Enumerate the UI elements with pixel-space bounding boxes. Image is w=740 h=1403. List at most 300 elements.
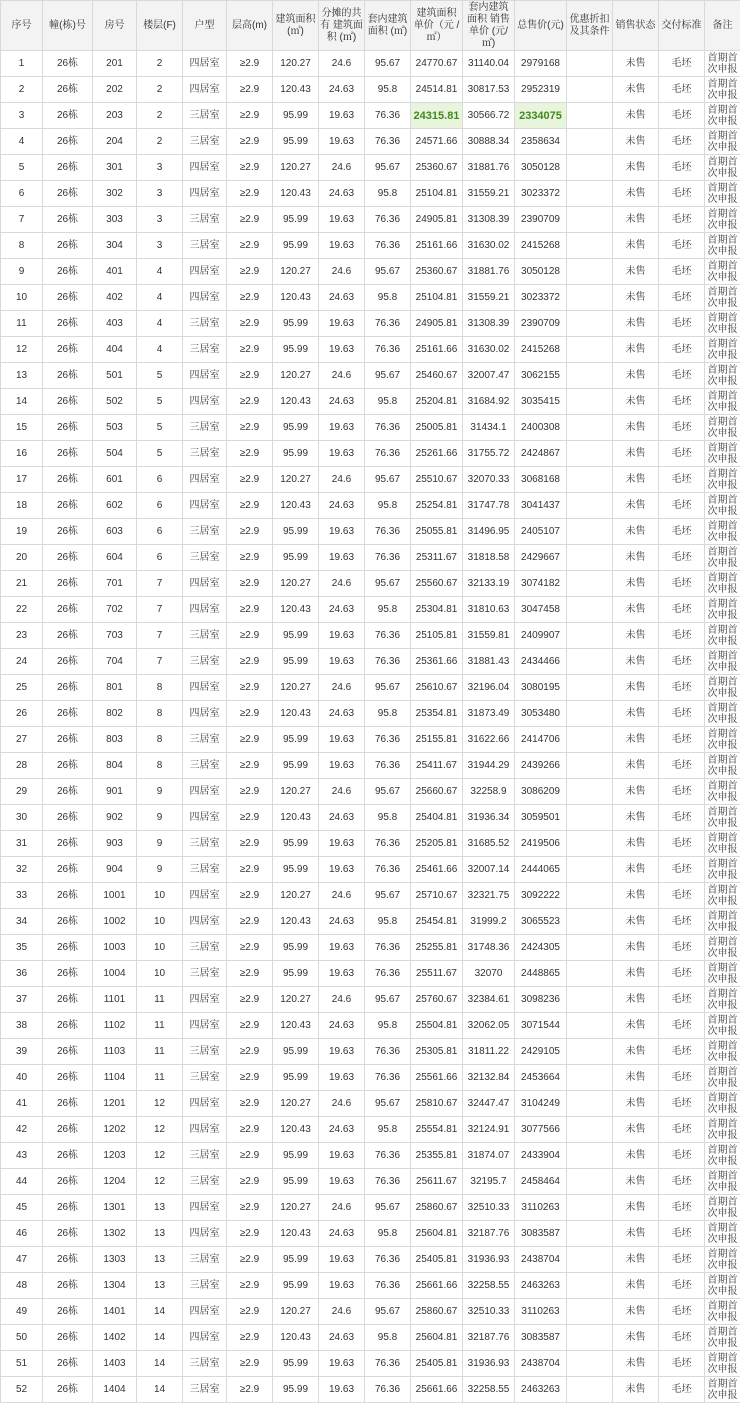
cell-unit-price: 25604.81 bbox=[411, 1221, 463, 1247]
cell-building: 26栋 bbox=[43, 727, 93, 753]
cell-delivery: 毛坯 bbox=[659, 831, 705, 857]
cell-unit-price: 25405.81 bbox=[411, 1247, 463, 1273]
cell-height: ≥2.9 bbox=[227, 129, 273, 155]
cell-seq: 16 bbox=[1, 441, 43, 467]
cell-floor: 7 bbox=[137, 649, 183, 675]
cell-delivery: 毛坯 bbox=[659, 77, 705, 103]
cell-room: 901 bbox=[93, 779, 137, 805]
cell-shared-area: 19.63 bbox=[319, 753, 365, 779]
cell-unit-price: 25104.81 bbox=[411, 181, 463, 207]
cell-floor: 4 bbox=[137, 285, 183, 311]
cell-inner-area: 95.8 bbox=[365, 1325, 411, 1351]
cell-area: 95.99 bbox=[273, 831, 319, 857]
cell-inner-unit-price: 32007.14 bbox=[463, 857, 515, 883]
cell-inner-unit-price: 32510.33 bbox=[463, 1299, 515, 1325]
cell-status: 未售 bbox=[613, 545, 659, 571]
cell-height: ≥2.9 bbox=[227, 1273, 273, 1299]
cell-seq: 22 bbox=[1, 597, 43, 623]
cell-unit-price: 25305.81 bbox=[411, 1039, 463, 1065]
cell-area: 120.27 bbox=[273, 571, 319, 597]
cell-height: ≥2.9 bbox=[227, 207, 273, 233]
cell-delivery: 毛坯 bbox=[659, 1221, 705, 1247]
cell-type: 四居室 bbox=[183, 259, 227, 285]
cell-inner-unit-price: 32187.76 bbox=[463, 1325, 515, 1351]
cell-height: ≥2.9 bbox=[227, 753, 273, 779]
cell-status: 未售 bbox=[613, 857, 659, 883]
cell-shared-area: 19.63 bbox=[319, 519, 365, 545]
cell-type: 四居室 bbox=[183, 1299, 227, 1325]
cell-total-price: 2405107 bbox=[515, 519, 567, 545]
cell-building: 26栋 bbox=[43, 1247, 93, 1273]
cell-room: 301 bbox=[93, 155, 137, 181]
table-row bbox=[1, 285, 740, 311]
cell-unit-price: 25411.67 bbox=[411, 753, 463, 779]
table-row bbox=[1, 77, 740, 103]
cell-shared-area: 24.6 bbox=[319, 571, 365, 597]
cell-height: ≥2.9 bbox=[227, 467, 273, 493]
cell-status: 未售 bbox=[613, 987, 659, 1013]
header-col-area: 建筑面积(㎡) bbox=[273, 1, 319, 51]
cell-floor: 2 bbox=[137, 51, 183, 77]
cell-status: 未售 bbox=[613, 337, 659, 363]
cell-status: 未售 bbox=[613, 1325, 659, 1351]
cell-building: 26栋 bbox=[43, 259, 93, 285]
cell-floor: 12 bbox=[137, 1117, 183, 1143]
table-row bbox=[1, 545, 740, 571]
cell-discount bbox=[567, 649, 613, 675]
cell-delivery: 毛坯 bbox=[659, 883, 705, 909]
cell-type: 三居室 bbox=[183, 545, 227, 571]
cell-area: 120.43 bbox=[273, 285, 319, 311]
cell-unit-price: 25155.81 bbox=[411, 727, 463, 753]
cell-area: 120.43 bbox=[273, 1117, 319, 1143]
cell-area: 120.27 bbox=[273, 259, 319, 285]
cell-status: 未售 bbox=[613, 1351, 659, 1377]
cell-type: 四居室 bbox=[183, 597, 227, 623]
table-body bbox=[1, 51, 740, 1403]
table-row bbox=[1, 1351, 740, 1377]
cell-height: ≥2.9 bbox=[227, 961, 273, 987]
header-col-shared-area: 分摊的共有 建筑面积 (㎡) bbox=[319, 1, 365, 51]
cell-inner-area: 95.67 bbox=[365, 51, 411, 77]
cell-total-price: 2448865 bbox=[515, 961, 567, 987]
cell-floor: 3 bbox=[137, 181, 183, 207]
cell-delivery: 毛坯 bbox=[659, 1143, 705, 1169]
header-col-status: 销售状态 bbox=[613, 1, 659, 51]
header-col-seq: 序号 bbox=[1, 1, 43, 51]
cell-type: 三居室 bbox=[183, 623, 227, 649]
cell-area: 95.99 bbox=[273, 337, 319, 363]
cell-note: 首期首次申报 bbox=[705, 1039, 740, 1065]
cell-type: 四居室 bbox=[183, 909, 227, 935]
cell-delivery: 毛坯 bbox=[659, 363, 705, 389]
cell-discount bbox=[567, 857, 613, 883]
cell-room: 302 bbox=[93, 181, 137, 207]
table-row bbox=[1, 1273, 740, 1299]
cell-room: 203 bbox=[93, 103, 137, 129]
cell-inner-unit-price: 32321.75 bbox=[463, 883, 515, 909]
cell-unit-price: 24905.81 bbox=[411, 311, 463, 337]
cell-type: 三居室 bbox=[183, 337, 227, 363]
cell-discount bbox=[567, 363, 613, 389]
cell-building: 26栋 bbox=[43, 1013, 93, 1039]
cell-height: ≥2.9 bbox=[227, 987, 273, 1013]
cell-building: 26栋 bbox=[43, 1065, 93, 1091]
cell-unit-price: 25604.81 bbox=[411, 1325, 463, 1351]
cell-floor: 5 bbox=[137, 415, 183, 441]
cell-room: 502 bbox=[93, 389, 137, 415]
cell-room: 202 bbox=[93, 77, 137, 103]
table-row bbox=[1, 779, 740, 805]
cell-inner-unit-price: 32132.84 bbox=[463, 1065, 515, 1091]
cell-area: 120.27 bbox=[273, 883, 319, 909]
cell-delivery: 毛坯 bbox=[659, 675, 705, 701]
cell-discount bbox=[567, 129, 613, 155]
cell-height: ≥2.9 bbox=[227, 649, 273, 675]
cell-note: 首期首次申报 bbox=[705, 1351, 740, 1377]
cell-floor: 8 bbox=[137, 701, 183, 727]
cell-building: 26栋 bbox=[43, 701, 93, 727]
cell-seq: 41 bbox=[1, 1091, 43, 1117]
cell-seq: 28 bbox=[1, 753, 43, 779]
cell-type: 三居室 bbox=[183, 1143, 227, 1169]
cell-inner-unit-price: 31308.39 bbox=[463, 207, 515, 233]
cell-inner-unit-price: 31999.2 bbox=[463, 909, 515, 935]
cell-room: 303 bbox=[93, 207, 137, 233]
cell-note: 首期首次申报 bbox=[705, 415, 740, 441]
cell-discount bbox=[567, 181, 613, 207]
cell-note: 首期首次申报 bbox=[705, 441, 740, 467]
cell-unit-price: 25404.81 bbox=[411, 805, 463, 831]
cell-shared-area: 24.63 bbox=[319, 909, 365, 935]
cell-unit-price: 25161.66 bbox=[411, 337, 463, 363]
cell-type: 三居室 bbox=[183, 1273, 227, 1299]
cell-inner-area: 76.36 bbox=[365, 441, 411, 467]
cell-discount bbox=[567, 467, 613, 493]
cell-type: 四居室 bbox=[183, 675, 227, 701]
cell-height: ≥2.9 bbox=[227, 1221, 273, 1247]
cell-unit-price: 25561.66 bbox=[411, 1065, 463, 1091]
cell-height: ≥2.9 bbox=[227, 441, 273, 467]
cell-type: 四居室 bbox=[183, 51, 227, 77]
cell-discount bbox=[567, 753, 613, 779]
cell-discount bbox=[567, 935, 613, 961]
cell-height: ≥2.9 bbox=[227, 1117, 273, 1143]
cell-note: 首期首次申报 bbox=[705, 987, 740, 1013]
cell-inner-area: 95.8 bbox=[365, 701, 411, 727]
cell-inner-unit-price: 31944.29 bbox=[463, 753, 515, 779]
cell-type: 四居室 bbox=[183, 1117, 227, 1143]
cell-seq: 39 bbox=[1, 1039, 43, 1065]
cell-floor: 10 bbox=[137, 961, 183, 987]
cell-status: 未售 bbox=[613, 1273, 659, 1299]
cell-note: 首期首次申报 bbox=[705, 389, 740, 415]
cell-shared-area: 19.63 bbox=[319, 1143, 365, 1169]
cell-note: 首期首次申报 bbox=[705, 1169, 740, 1195]
cell-total-price: 3083587 bbox=[515, 1221, 567, 1247]
cell-shared-area: 24.63 bbox=[319, 493, 365, 519]
cell-shared-area: 24.6 bbox=[319, 1091, 365, 1117]
cell-delivery: 毛坯 bbox=[659, 1377, 705, 1403]
cell-seq: 13 bbox=[1, 363, 43, 389]
cell-shared-area: 19.63 bbox=[319, 623, 365, 649]
cell-total-price: 2463263 bbox=[515, 1273, 567, 1299]
cell-total-price: 2424305 bbox=[515, 935, 567, 961]
cell-note: 首期首次申报 bbox=[705, 519, 740, 545]
cell-building: 26栋 bbox=[43, 649, 93, 675]
cell-inner-area: 95.8 bbox=[365, 77, 411, 103]
cell-floor: 4 bbox=[137, 337, 183, 363]
cell-note: 首期首次申报 bbox=[705, 857, 740, 883]
cell-shared-area: 19.63 bbox=[319, 129, 365, 155]
cell-inner-area: 76.36 bbox=[365, 1351, 411, 1377]
cell-type: 三居室 bbox=[183, 441, 227, 467]
cell-height: ≥2.9 bbox=[227, 77, 273, 103]
cell-floor: 8 bbox=[137, 753, 183, 779]
cell-type: 三居室 bbox=[183, 129, 227, 155]
cell-inner-unit-price: 31881.76 bbox=[463, 155, 515, 181]
cell-building: 26栋 bbox=[43, 1325, 93, 1351]
cell-seq: 49 bbox=[1, 1299, 43, 1325]
cell-discount bbox=[567, 909, 613, 935]
cell-status: 未售 bbox=[613, 597, 659, 623]
cell-seq: 7 bbox=[1, 207, 43, 233]
cell-status: 未售 bbox=[613, 883, 659, 909]
cell-unit-price: 25360.67 bbox=[411, 155, 463, 181]
cell-type: 四居室 bbox=[183, 987, 227, 1013]
cell-delivery: 毛坯 bbox=[659, 961, 705, 987]
cell-type: 四居室 bbox=[183, 389, 227, 415]
table-row bbox=[1, 51, 740, 77]
header-col-note: 备注 bbox=[705, 1, 740, 51]
cell-building: 26栋 bbox=[43, 467, 93, 493]
cell-room: 702 bbox=[93, 597, 137, 623]
cell-inner-area: 95.8 bbox=[365, 181, 411, 207]
cell-status: 未售 bbox=[613, 415, 659, 441]
cell-inner-unit-price: 31881.43 bbox=[463, 649, 515, 675]
cell-note: 首期首次申报 bbox=[705, 727, 740, 753]
cell-inner-area: 76.36 bbox=[365, 1377, 411, 1403]
cell-total-price: 3074182 bbox=[515, 571, 567, 597]
cell-building: 26栋 bbox=[43, 1377, 93, 1403]
cell-delivery: 毛坯 bbox=[659, 805, 705, 831]
cell-building: 26栋 bbox=[43, 857, 93, 883]
cell-inner-area: 95.8 bbox=[365, 805, 411, 831]
cell-delivery: 毛坯 bbox=[659, 415, 705, 441]
cell-inner-area: 76.36 bbox=[365, 1065, 411, 1091]
cell-seq: 26 bbox=[1, 701, 43, 727]
cell-note: 首期首次申报 bbox=[705, 155, 740, 181]
cell-unit-price: 24770.67 bbox=[411, 51, 463, 77]
cell-note: 首期首次申报 bbox=[705, 285, 740, 311]
cell-type: 三居室 bbox=[183, 103, 227, 129]
cell-inner-area: 76.36 bbox=[365, 727, 411, 753]
cell-discount bbox=[567, 311, 613, 337]
cell-room: 1302 bbox=[93, 1221, 137, 1247]
cell-inner-unit-price: 32133.19 bbox=[463, 571, 515, 597]
header-col-room: 房号 bbox=[93, 1, 137, 51]
cell-building: 26栋 bbox=[43, 1091, 93, 1117]
cell-delivery: 毛坯 bbox=[659, 753, 705, 779]
cell-inner-unit-price: 32258.55 bbox=[463, 1377, 515, 1403]
cell-discount bbox=[567, 1247, 613, 1273]
table-row bbox=[1, 415, 740, 441]
cell-room: 801 bbox=[93, 675, 137, 701]
cell-note: 首期首次申报 bbox=[705, 1065, 740, 1091]
cell-note: 首期首次申报 bbox=[705, 649, 740, 675]
cell-delivery: 毛坯 bbox=[659, 207, 705, 233]
cell-floor: 2 bbox=[137, 103, 183, 129]
cell-building: 26栋 bbox=[43, 207, 93, 233]
cell-inner-unit-price: 31559.81 bbox=[463, 623, 515, 649]
cell-seq: 12 bbox=[1, 337, 43, 363]
header-col-inner-unit-price: 套内建筑 面积 销售单价 (元/㎡) bbox=[463, 1, 515, 51]
table-row bbox=[1, 1013, 740, 1039]
cell-height: ≥2.9 bbox=[227, 1169, 273, 1195]
cell-seq: 20 bbox=[1, 545, 43, 571]
cell-type: 三居室 bbox=[183, 649, 227, 675]
cell-total-price: 2424867 bbox=[515, 441, 567, 467]
cell-seq: 25 bbox=[1, 675, 43, 701]
table-row bbox=[1, 259, 740, 285]
cell-floor: 9 bbox=[137, 805, 183, 831]
cell-seq: 3 bbox=[1, 103, 43, 129]
cell-status: 未售 bbox=[613, 1299, 659, 1325]
cell-total-price: 3062155 bbox=[515, 363, 567, 389]
cell-type: 三居室 bbox=[183, 961, 227, 987]
cell-shared-area: 19.63 bbox=[319, 103, 365, 129]
cell-height: ≥2.9 bbox=[227, 1351, 273, 1377]
cell-type: 四居室 bbox=[183, 883, 227, 909]
cell-type: 三居室 bbox=[183, 1377, 227, 1403]
cell-inner-area: 95.8 bbox=[365, 285, 411, 311]
cell-unit-price: 25311.67 bbox=[411, 545, 463, 571]
cell-shared-area: 19.63 bbox=[319, 233, 365, 259]
cell-total-price: 2434466 bbox=[515, 649, 567, 675]
cell-inner-area: 76.36 bbox=[365, 1273, 411, 1299]
cell-seq: 35 bbox=[1, 935, 43, 961]
cell-room: 803 bbox=[93, 727, 137, 753]
cell-seq: 50 bbox=[1, 1325, 43, 1351]
cell-room: 1201 bbox=[93, 1091, 137, 1117]
cell-height: ≥2.9 bbox=[227, 883, 273, 909]
cell-delivery: 毛坯 bbox=[659, 1325, 705, 1351]
cell-delivery: 毛坯 bbox=[659, 441, 705, 467]
cell-type: 四居室 bbox=[183, 285, 227, 311]
table-row bbox=[1, 207, 740, 233]
cell-total-price: 2390709 bbox=[515, 311, 567, 337]
cell-inner-unit-price: 32510.33 bbox=[463, 1195, 515, 1221]
cell-status: 未售 bbox=[613, 311, 659, 337]
cell-discount bbox=[567, 597, 613, 623]
cell-seq: 46 bbox=[1, 1221, 43, 1247]
cell-height: ≥2.9 bbox=[227, 1143, 273, 1169]
cell-seq: 38 bbox=[1, 1013, 43, 1039]
cell-seq: 18 bbox=[1, 493, 43, 519]
table-row bbox=[1, 1221, 740, 1247]
cell-room: 603 bbox=[93, 519, 137, 545]
cell-shared-area: 24.63 bbox=[319, 597, 365, 623]
cell-height: ≥2.9 bbox=[227, 935, 273, 961]
cell-floor: 12 bbox=[137, 1091, 183, 1117]
cell-height: ≥2.9 bbox=[227, 623, 273, 649]
cell-total-price: 3047458 bbox=[515, 597, 567, 623]
cell-status: 未售 bbox=[613, 77, 659, 103]
cell-delivery: 毛坯 bbox=[659, 779, 705, 805]
cell-status: 未售 bbox=[613, 623, 659, 649]
cell-shared-area: 24.63 bbox=[319, 701, 365, 727]
cell-shared-area: 24.63 bbox=[319, 77, 365, 103]
cell-total-price: 3077566 bbox=[515, 1117, 567, 1143]
cell-room: 304 bbox=[93, 233, 137, 259]
cell-total-price: 2419506 bbox=[515, 831, 567, 857]
table-row bbox=[1, 519, 740, 545]
cell-building: 26栋 bbox=[43, 1195, 93, 1221]
cell-floor: 6 bbox=[137, 493, 183, 519]
cell-floor: 5 bbox=[137, 389, 183, 415]
cell-note: 首期首次申报 bbox=[705, 883, 740, 909]
cell-shared-area: 19.63 bbox=[319, 935, 365, 961]
cell-inner-unit-price: 31936.34 bbox=[463, 805, 515, 831]
cell-delivery: 毛坯 bbox=[659, 1195, 705, 1221]
cell-delivery: 毛坯 bbox=[659, 311, 705, 337]
cell-area: 95.99 bbox=[273, 233, 319, 259]
cell-note: 首期首次申报 bbox=[705, 493, 740, 519]
cell-room: 804 bbox=[93, 753, 137, 779]
cell-inner-unit-price: 31630.02 bbox=[463, 337, 515, 363]
cell-status: 未售 bbox=[613, 779, 659, 805]
cell-height: ≥2.9 bbox=[227, 233, 273, 259]
cell-building: 26栋 bbox=[43, 909, 93, 935]
cell-room: 1301 bbox=[93, 1195, 137, 1221]
cell-delivery: 毛坯 bbox=[659, 1117, 705, 1143]
cell-shared-area: 19.63 bbox=[319, 1351, 365, 1377]
cell-area: 120.43 bbox=[273, 77, 319, 103]
cell-floor: 3 bbox=[137, 155, 183, 181]
cell-building: 26栋 bbox=[43, 51, 93, 77]
cell-seq: 15 bbox=[1, 415, 43, 441]
cell-inner-area: 95.67 bbox=[365, 1299, 411, 1325]
cell-total-price: 3104249 bbox=[515, 1091, 567, 1117]
cell-total-price: 2438704 bbox=[515, 1247, 567, 1273]
cell-floor: 2 bbox=[137, 129, 183, 155]
table-row bbox=[1, 181, 740, 207]
cell-room: 1001 bbox=[93, 883, 137, 909]
cell-inner-area: 76.36 bbox=[365, 831, 411, 857]
cell-delivery: 毛坯 bbox=[659, 1299, 705, 1325]
cell-height: ≥2.9 bbox=[227, 103, 273, 129]
cell-room: 1303 bbox=[93, 1247, 137, 1273]
cell-height: ≥2.9 bbox=[227, 909, 273, 935]
cell-note: 首期首次申报 bbox=[705, 909, 740, 935]
cell-shared-area: 24.6 bbox=[319, 1195, 365, 1221]
cell-inner-unit-price: 30817.53 bbox=[463, 77, 515, 103]
cell-unit-price: 25661.66 bbox=[411, 1377, 463, 1403]
table-row bbox=[1, 831, 740, 857]
cell-room: 401 bbox=[93, 259, 137, 285]
cell-note: 首期首次申报 bbox=[705, 831, 740, 857]
cell-note: 首期首次申报 bbox=[705, 363, 740, 389]
cell-unit-price: 25554.81 bbox=[411, 1117, 463, 1143]
cell-delivery: 毛坯 bbox=[659, 545, 705, 571]
cell-height: ≥2.9 bbox=[227, 1195, 273, 1221]
cell-inner-unit-price: 32258.55 bbox=[463, 1273, 515, 1299]
cell-seq: 34 bbox=[1, 909, 43, 935]
cell-floor: 10 bbox=[137, 883, 183, 909]
cell-building: 26栋 bbox=[43, 597, 93, 623]
cell-inner-area: 76.36 bbox=[365, 623, 411, 649]
cell-area: 95.99 bbox=[273, 727, 319, 753]
